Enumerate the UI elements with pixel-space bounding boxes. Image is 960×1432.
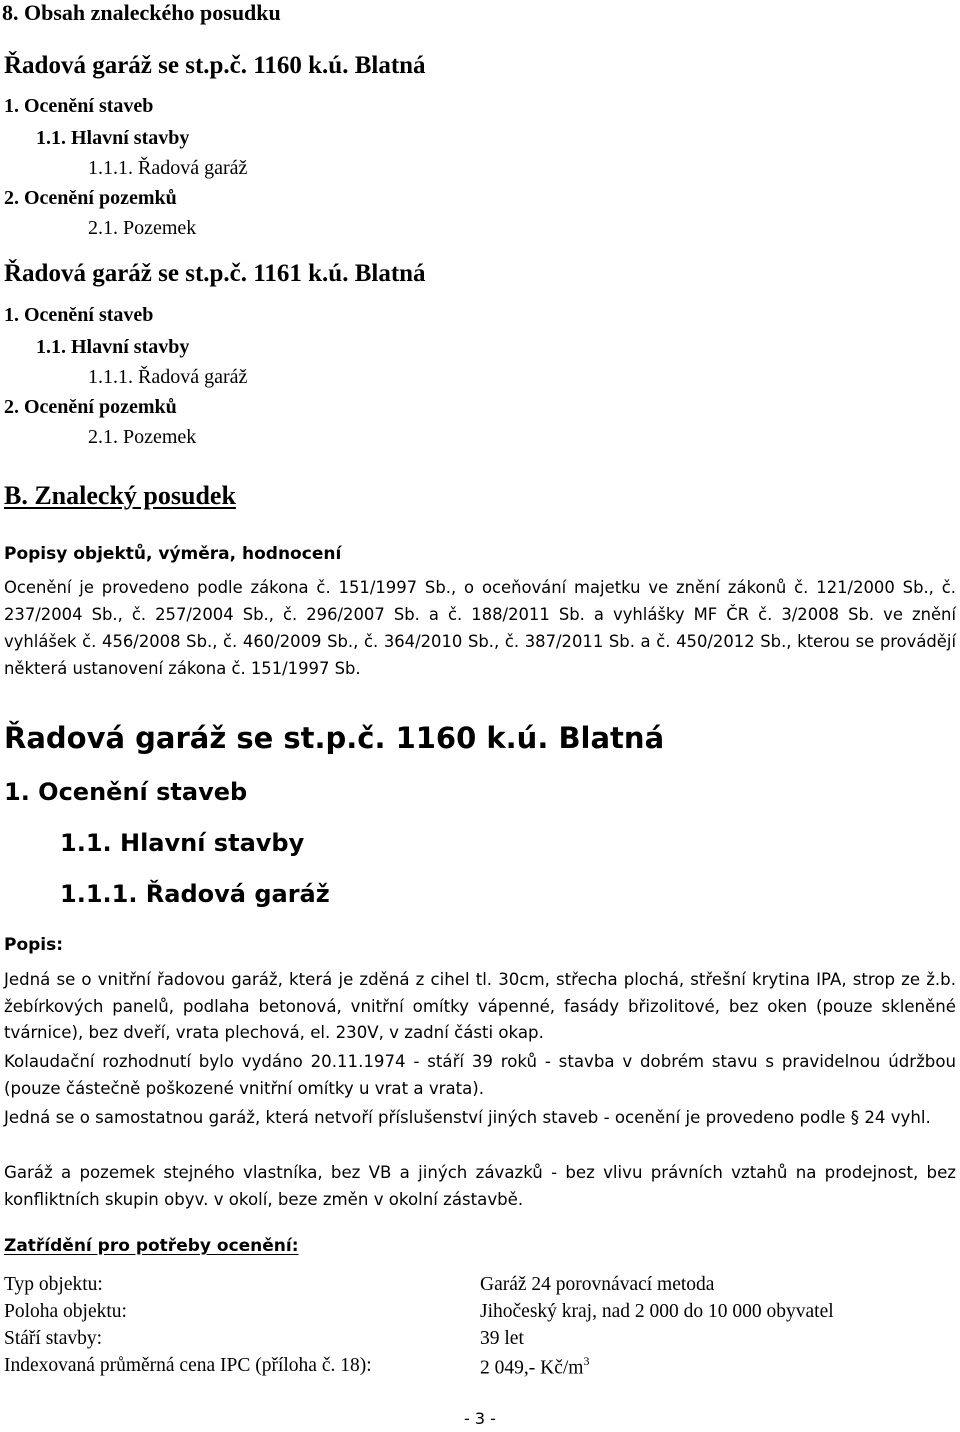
zatrideni-value: 39 let [480, 1328, 524, 1349]
zatrideni-heading: Zatřídění pro potřeby ocenění: [4, 1236, 299, 1256]
zatrideni-value-ipc [480, 1355, 589, 1380]
page-number: - 3 - [464, 1409, 496, 1428]
section-heading: 8. Obsah znaleckého posudku [2, 0, 281, 25]
toc-item-pozemek: 2.1. Pozemek [88, 217, 197, 239]
ipc-value: 2 049,- Kč/m [480, 1357, 584, 1379]
toc-item-hlavni-stavby: 1.1. Hlavní stavby [36, 127, 190, 149]
toc-item-pozemek: 2.1. Pozemek [88, 426, 197, 448]
legal-paragraph: Ocenění je provedeno podle zákona č. 151/1997 Sb., o oceňování majetku ve znění zákonů č. 121/2000 Sb., č. 237/2004 Sb., č. 257/2004 Sb., č. 296/2007 Sb. a č. 188/2011 Sb. a vyhlášky MF ČR č. 3/2008 Sb. ve znění vyhlášek č. 456/2008 Sb., č. 460/2009 Sb., č. 364/2010 Sb., č. 387/2011 Sb. a č. 450/2012 Sb., kterou se provádějí některá ustanovení zákona č. 151/1997 Sb. [4, 578, 956, 678]
popis-paragraph: Kolaudační rozhodnutí bylo vydáno 20.11.1974 - stáří 39 roků - stavba v dobrém stavu s pravidelnou údržbou (pouze částečně poškozené vnitřní omítky u vrat a vrata). [4, 1052, 956, 1098]
object-radova-garaz: 1.1.1. Řadová garáž [60, 880, 330, 908]
toc-title-1160: Řadová garáž se st.p.č. 1160 k.ú. Blatná [4, 52, 426, 79]
ipc-unit-exponent: 3 [583, 1354, 590, 1368]
object-hlavni-stavby: 1.1. Hlavní stavby [60, 829, 305, 857]
toc-title-1161: Řadová garáž se st.p.č. 1161 k.ú. Blatná [4, 260, 426, 287]
toc-item-oceneni-staveb: 1. Ocenění staveb [4, 95, 154, 117]
popis-paragraph: Jedná se o samostatnou garáž, která netvoří příslušenství jiných staveb - ocenění je provedeno podle § 24 vyhl. [4, 1108, 931, 1127]
object-oceneni-staveb: 1. Ocenění staveb [4, 778, 248, 806]
toc-item-radova-garaz: 1.1.1. Řadová garáž [88, 157, 248, 179]
popis-paragraph: Jedná se o vnitřní řadovou garáž, která je zděná z cihel tl. 30cm, střecha plochá, střešní krytina IPA, strop ze ž.b. žebírkových panelů, podlaha betonová, vnitřní omítky vápenné, fasády břizolitové, bez oken (pouze skleněné tvárnice), bez dveří, vrata plechová, el. 230V, v zadní části okap. [4, 970, 956, 1043]
zatrideni-value: Garáž 24 porovnávací metoda [480, 1274, 715, 1295]
part-b-heading: B. Znalecký posudek [4, 481, 236, 510]
toc-item-hlavni-stavby: 1.1. Hlavní stavby [36, 336, 190, 358]
zatrideni-label: Indexovaná průměrná cena IPC (příloha č. 18): [4, 1355, 372, 1376]
zatrideni-label: Poloha objektu: [4, 1301, 127, 1322]
zatrideni-label: Stáří stavby: [4, 1328, 103, 1349]
toc-item-oceneni-pozemku: 2. Ocenění pozemků [4, 396, 177, 418]
toc-item-oceneni-pozemku: 2. Ocenění pozemků [4, 187, 177, 209]
zatrideni-value: Jihočeský kraj, nad 2 000 do 10 000 obyvatel [480, 1301, 834, 1322]
zatrideni-label: Typ objektu: [4, 1274, 103, 1295]
object-heading: Řadová garáž se st.p.č. 1160 k.ú. Blatná [4, 721, 665, 755]
toc-item-oceneni-staveb: 1. Ocenění staveb [4, 304, 154, 326]
popis-label: Popis: [4, 935, 64, 955]
popisy-heading: Popisy objektů, výměra, hodnocení [4, 544, 342, 564]
toc-item-radova-garaz: 1.1.1. Řadová garáž [88, 366, 248, 388]
popis-paragraph: Garáž a pozemek stejného vlastníka, bez VB a jiných závazků - bez vlivu právních vztahů na prodejnost, bez konfliktních skupin obyv. v okolí, beze změn v okolní zástavbě. [4, 1163, 956, 1209]
